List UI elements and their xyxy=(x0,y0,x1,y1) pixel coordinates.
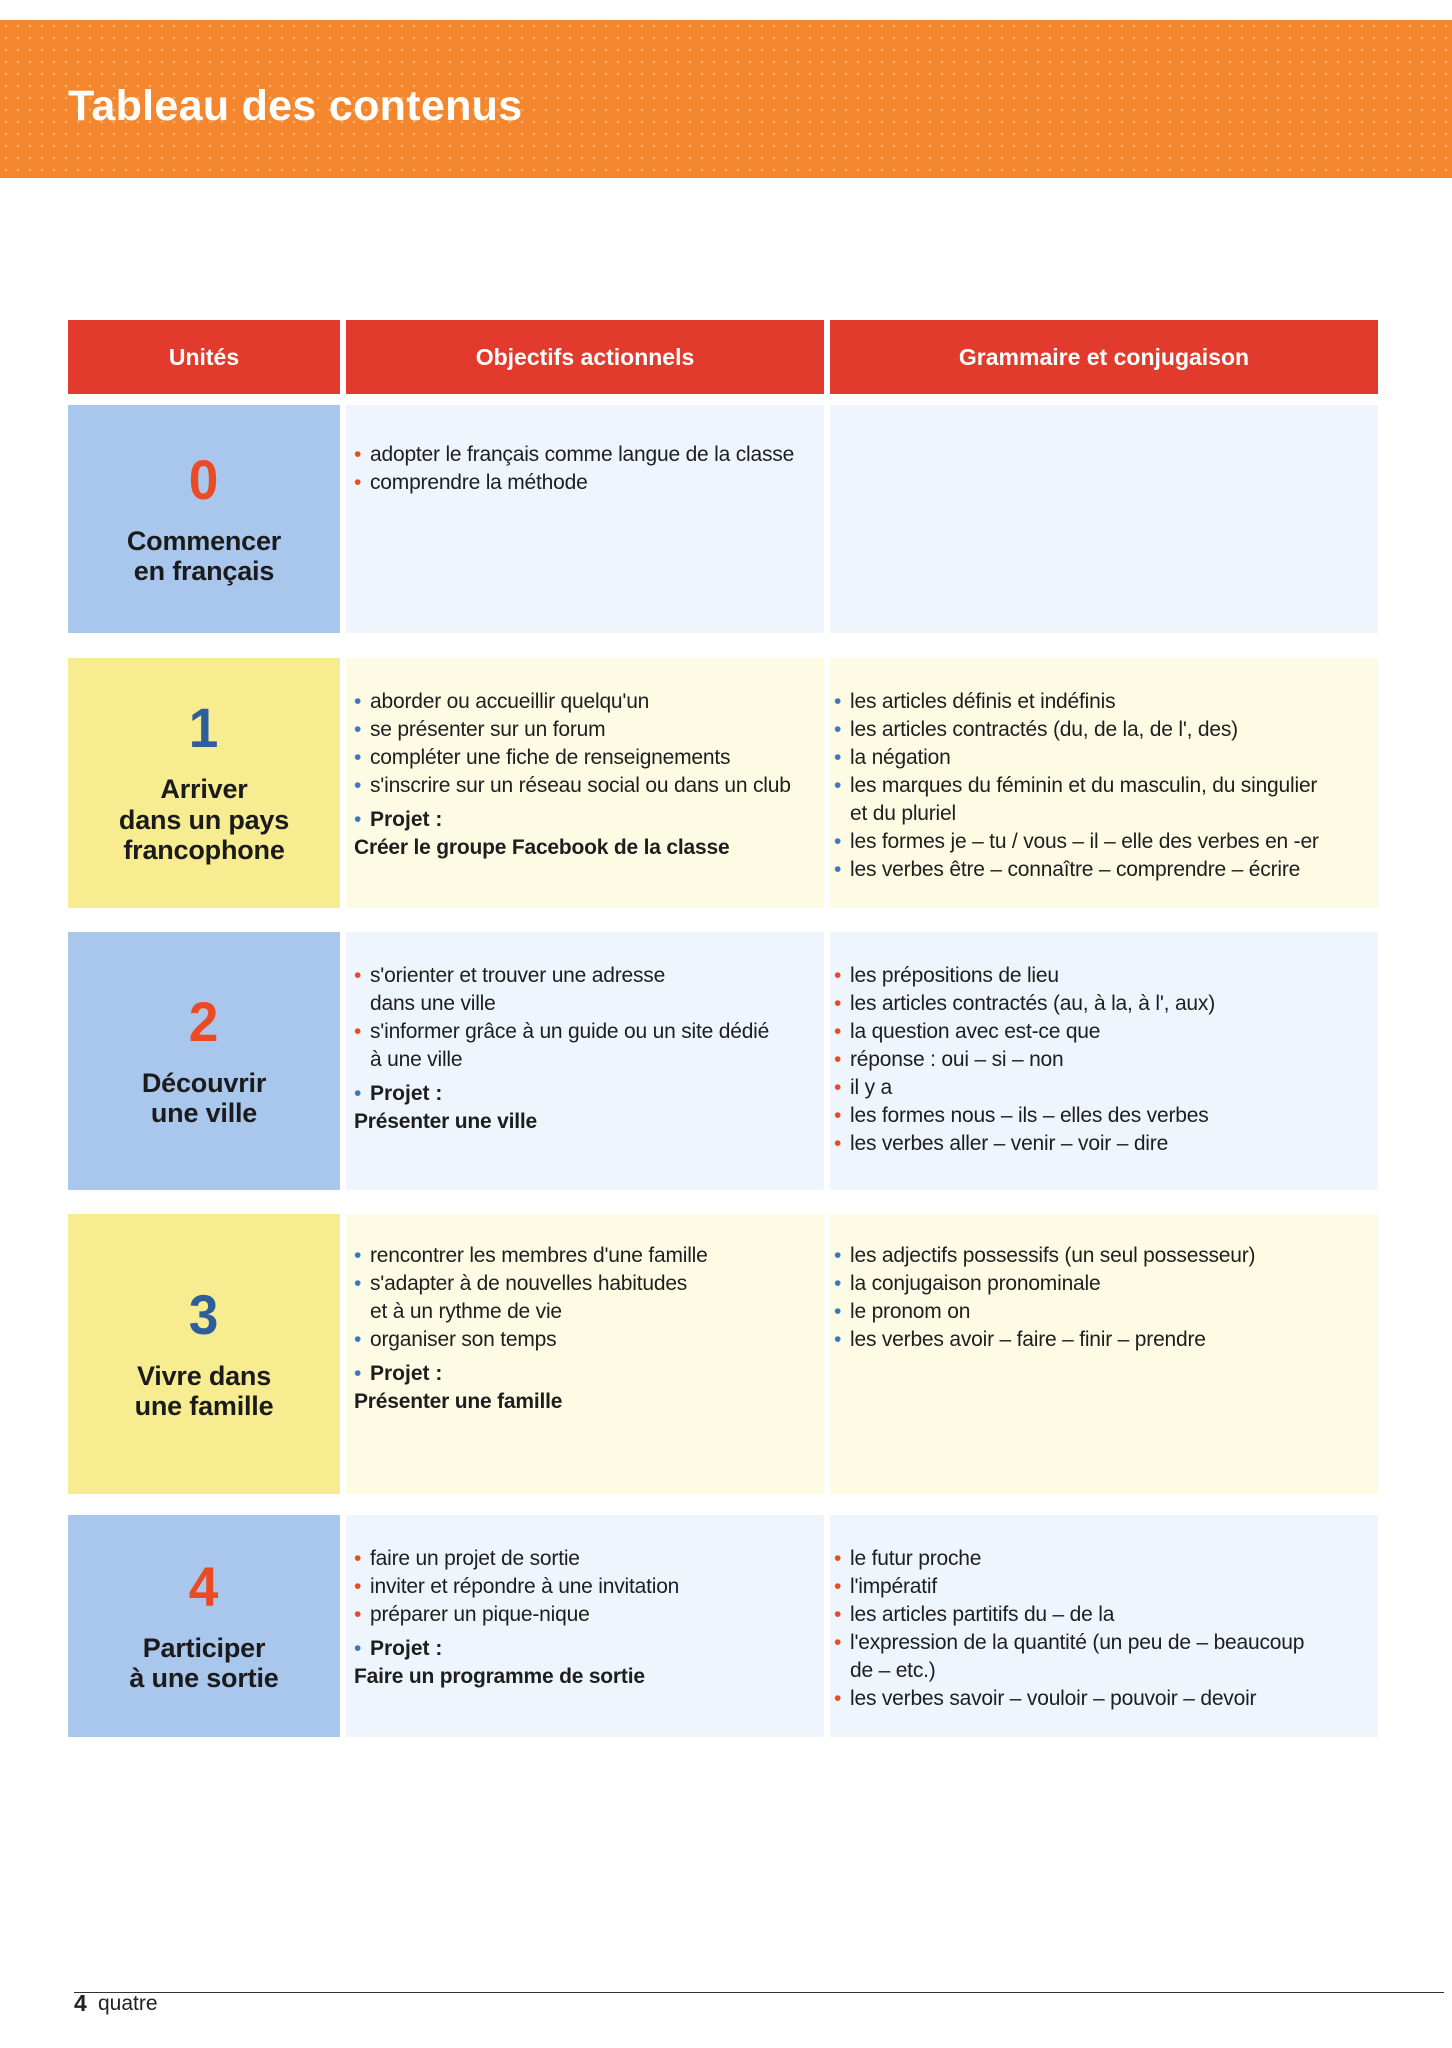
objectives-list xyxy=(354,441,794,497)
list-item: • les marques du féminin et du masculin, du singulier et du pluriel xyxy=(834,772,1319,828)
list-item: • comprendre la méthode xyxy=(354,469,794,497)
page-number-word: quatre xyxy=(98,1992,158,2015)
project-label: • Projet : xyxy=(354,1360,708,1388)
project-label: • Projet : xyxy=(354,806,791,834)
list-item: • les formes nous – ils – elles des verbes xyxy=(834,1102,1215,1130)
list-item: • la conjugaison pronominale xyxy=(834,1270,1255,1298)
objectives-list xyxy=(354,1545,679,1629)
objectives-cell-3 xyxy=(346,1214,824,1494)
list-item: • il y a xyxy=(834,1074,1215,1102)
page-title: Tableau des contenus xyxy=(68,82,523,130)
list-item: • les verbes savoir – vouloir – pouvoir – devoir xyxy=(834,1685,1304,1713)
grammar-list xyxy=(834,962,1215,1158)
grammar-cell-3 xyxy=(830,1214,1378,1494)
unit-title: Vivre dans une famille xyxy=(134,1360,274,1421)
list-item: • le pronom on xyxy=(834,1298,1255,1326)
project-title: Faire un programme de sortie xyxy=(354,1665,645,1688)
grammar-cell-4 xyxy=(830,1515,1378,1737)
objectives-list xyxy=(354,1242,708,1354)
objectives-list xyxy=(354,688,791,800)
column-header-objectives: Objectifs actionnels xyxy=(346,320,824,394)
list-item: • s'orienter et trouver une adresse dans une ville xyxy=(354,962,769,1018)
objectives-cell-2 xyxy=(346,932,824,1190)
project-label: • Projet : xyxy=(354,1635,679,1663)
grammar-cell-0 xyxy=(830,405,1378,633)
list-item: • s'adapter à de nouvelles habitudes et à un rythme de vie xyxy=(354,1270,708,1326)
list-item: • la question avec est-ce que xyxy=(834,1018,1215,1046)
objectives-cell-4 xyxy=(346,1515,824,1737)
unit-cell-0 xyxy=(68,405,340,633)
grammar-list xyxy=(834,1545,1304,1713)
list-item: • adopter le français comme langue de la classe xyxy=(354,441,794,469)
list-item: • l'expression de la quantité (un peu de – beaucoup de – etc.) xyxy=(834,1629,1304,1685)
list-item: • la négation xyxy=(834,744,1319,772)
list-item: • préparer un pique-nique xyxy=(354,1601,679,1629)
list-item: • les formes je – tu / vous – il – elle des verbes en -er xyxy=(834,828,1319,856)
grammar-cell-2 xyxy=(830,932,1378,1190)
list-item: • s'informer grâce à un guide ou un site dédié à une ville xyxy=(354,1018,769,1074)
page-number: 4 xyxy=(74,1990,87,2016)
list-item: • organiser son temps xyxy=(354,1326,708,1354)
unit-title: Découvrir une ville xyxy=(141,1067,267,1128)
objectives-cell-1 xyxy=(346,658,824,908)
list-item: • les verbes être – connaître – comprendre – écrire xyxy=(834,856,1319,884)
grammar-cell-1 xyxy=(830,658,1378,908)
list-item: • rencontrer les membres d'une famille xyxy=(354,1242,708,1270)
list-item: • faire un projet de sortie xyxy=(354,1545,679,1573)
unit-number: 1 xyxy=(189,696,219,760)
list-item: • les articles définis et indéfinis xyxy=(834,688,1319,716)
footer-divider xyxy=(74,1992,1444,1993)
objectives-cell-0 xyxy=(346,405,824,633)
list-item: • l'impératif xyxy=(834,1573,1304,1601)
unit-number: 4 xyxy=(189,1554,219,1618)
unit-cell-2 xyxy=(68,932,340,1190)
objectives-list xyxy=(354,962,769,1074)
project-title: Créer le groupe Facebook de la classe xyxy=(354,836,730,859)
unit-cell-3 xyxy=(68,1214,340,1494)
unit-number: 3 xyxy=(189,1282,219,1346)
project-label: • Projet : xyxy=(354,1080,769,1108)
list-item: • compléter une fiche de renseignements xyxy=(354,744,791,772)
unit-number: 0 xyxy=(189,447,219,511)
grammar-list xyxy=(834,688,1319,884)
list-item: • les articles contractés (du, de la, de l', des) xyxy=(834,716,1319,744)
unit-title: Commencer en français xyxy=(126,525,282,586)
list-item: • inviter et répondre à une invitation xyxy=(354,1573,679,1601)
list-item: • les articles contractés (au, à la, à l', aux) xyxy=(834,990,1215,1018)
grammar-list xyxy=(834,1242,1255,1354)
list-item: • se présenter sur un forum xyxy=(354,716,791,744)
list-item: • les prépositions de lieu xyxy=(834,962,1215,990)
list-item: • s'inscrire sur un réseau social ou dans un club xyxy=(354,772,791,800)
column-header-units: Unités xyxy=(68,320,340,394)
list-item: • les verbes aller – venir – voir – dire xyxy=(834,1130,1215,1158)
list-item: • le futur proche xyxy=(834,1545,1304,1573)
unit-cell-1 xyxy=(68,658,340,908)
list-item: • réponse : oui – si – non xyxy=(834,1046,1215,1074)
unit-number: 2 xyxy=(189,989,219,1053)
list-item: • les verbes avoir – faire – finir – prendre xyxy=(834,1326,1255,1354)
unit-title: Arriver dans un pays francophone xyxy=(118,774,290,866)
unit-cell-4 xyxy=(68,1515,340,1737)
unit-title: Participer à une sortie xyxy=(129,1632,279,1693)
list-item: • les adjectifs possessifs (un seul possesseur) xyxy=(834,1242,1255,1270)
list-item: • aborder ou accueillir quelqu'un xyxy=(354,688,791,716)
list-item: • les articles partitifs du – de la xyxy=(834,1601,1304,1629)
column-header-grammar: Grammaire et conjugaison xyxy=(830,320,1378,394)
project-title: Présenter une ville xyxy=(354,1110,537,1133)
project-title: Présenter une famille xyxy=(354,1390,563,1413)
